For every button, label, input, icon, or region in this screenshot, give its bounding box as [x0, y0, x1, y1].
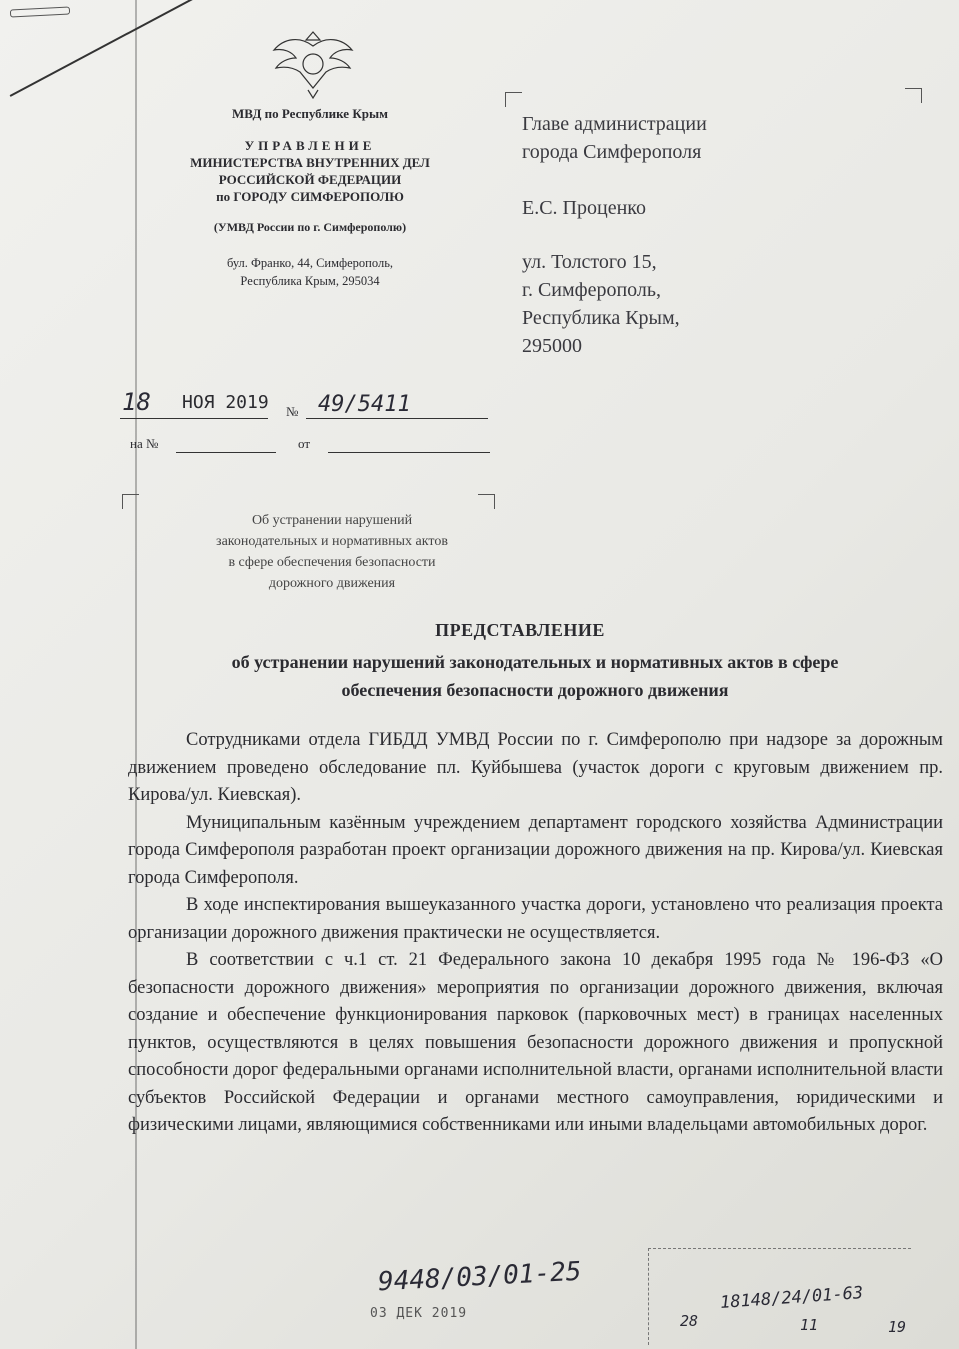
staple-mark — [10, 6, 70, 17]
dept-name — [150, 154, 470, 205]
date-stamp: НОЯ 2019 — [182, 392, 269, 413]
subject-line: законодательных и нормативных актов — [216, 534, 448, 549]
subtitle-line: обеспечения безопасности дорожного движения — [341, 680, 729, 700]
address-line: бул. Франко, 44, Симферополь, — [226, 256, 394, 270]
from-label: от — [298, 436, 311, 451]
number-label: № — [286, 404, 299, 419]
date-underline — [120, 418, 268, 419]
corner-mark — [122, 494, 139, 509]
recipient-line: Главе администрации — [522, 113, 707, 135]
number-underline — [306, 418, 488, 419]
document-body — [128, 727, 943, 1140]
mvd-emblem-icon — [270, 28, 356, 100]
dept-abbr: (УМВД России по г. Симферополю) — [213, 220, 407, 234]
recipient-address — [522, 248, 680, 360]
document-title: ПРЕДСТАВЛЕНИЕ — [435, 620, 605, 640]
body-paragraph: В соответствии с ч.1 ст. 21 Федерального закона 10 декабря 1995 года № 196-ФЗ «О безопасности дорожного движения» мероприятия по организации дорожного движения, включая создание и обеспечение функционирования парковок (парковочных мест) в границах населенных пунктов, осуществляются в целях повышения безопасности дорожного движения и пропускной способности дорог федеральными органами исполнительной власти, органами исполнительной власти субъектов Российской Федерации и органами местного самоуправления, юридическими и физическими лицами, являющимися собственниками или иными владельцами автомобильных дорог. — [128, 950, 943, 1135]
subject-line: дорожного движения — [268, 576, 396, 591]
document-subtitle — [130, 648, 940, 704]
recipient-address-line: г. Симферополь, — [522, 279, 662, 301]
corner-mark — [505, 92, 522, 107]
dept-line: МИНИСТЕРСТВА ВНУТРЕННИХ ДЕЛ — [190, 155, 430, 170]
dept-line: РОССИЙСКОЙ ФЕДЕРАЦИИ — [218, 172, 402, 187]
recipient-address-line: Республика Крым, — [522, 307, 680, 329]
recipient-line: города Симферополя — [522, 141, 702, 163]
from-underline — [328, 452, 490, 453]
recipient-address-line: ул. Толстого 15, — [522, 251, 657, 273]
hand-number-19: 19 — [888, 1318, 907, 1336]
recipient-address-line: 295000 — [522, 335, 582, 357]
hand-reg-number: 9448/03/01-25 — [377, 1256, 583, 1298]
hand-number: 49/5411 — [318, 392, 411, 417]
recipient-title — [522, 110, 707, 166]
org-address — [150, 254, 470, 290]
address-line: Республика Крым, 295034 — [240, 274, 380, 288]
recipient-name: Е.С. Проценко — [522, 197, 646, 219]
dept-title: УПРАВЛЕНИЕ — [244, 138, 376, 153]
hand-number-28: 28 — [680, 1312, 699, 1330]
subject-line: в сфере обеспечения безопасности — [228, 555, 436, 570]
body-paragraph: Сотрудниками отдела ГИБДД УМВД России по г. Симферополю при надзоре за дорожным движением проведено обследование пл. Куйбышева (участок дороги с круговым движением пр. Кирова/ул. Киевская). — [128, 730, 943, 805]
hand-reg-number-2: 18148/24/01-63 — [719, 1283, 864, 1313]
corner-mark — [905, 88, 922, 103]
org-short-name: МВД по Республике Крым — [232, 106, 388, 121]
hand-date: 18 — [122, 388, 151, 416]
on-number-label: на № — [130, 436, 159, 451]
on-number-underline — [176, 452, 276, 453]
hand-number-11: 11 — [800, 1316, 819, 1334]
corner-mark — [478, 494, 495, 509]
subtitle-line: об устранении нарушений законодательных и нормативных актов в сфере — [231, 652, 839, 672]
body-paragraph: В ходе инспектирования вышеуказанного участка дороги, установлено что реализация проекта организации дорожного движения практически не осуществляется. — [128, 895, 943, 943]
received-date-stamp: 03 ДЕК 2019 — [370, 1306, 468, 1321]
subject-line: Об устранении нарушений — [251, 513, 413, 528]
subject-block — [172, 510, 492, 594]
dept-line: по ГОРОДУ СИМФЕРОПОЛЮ — [216, 189, 404, 204]
body-paragraph: Муниципальным казённым учреждением департамент городского хозяйства Администрации города Симферополя разработан проект организации дорожного движения на пр. Кирова/ул. Киевская города Симферополя. — [128, 812, 943, 888]
